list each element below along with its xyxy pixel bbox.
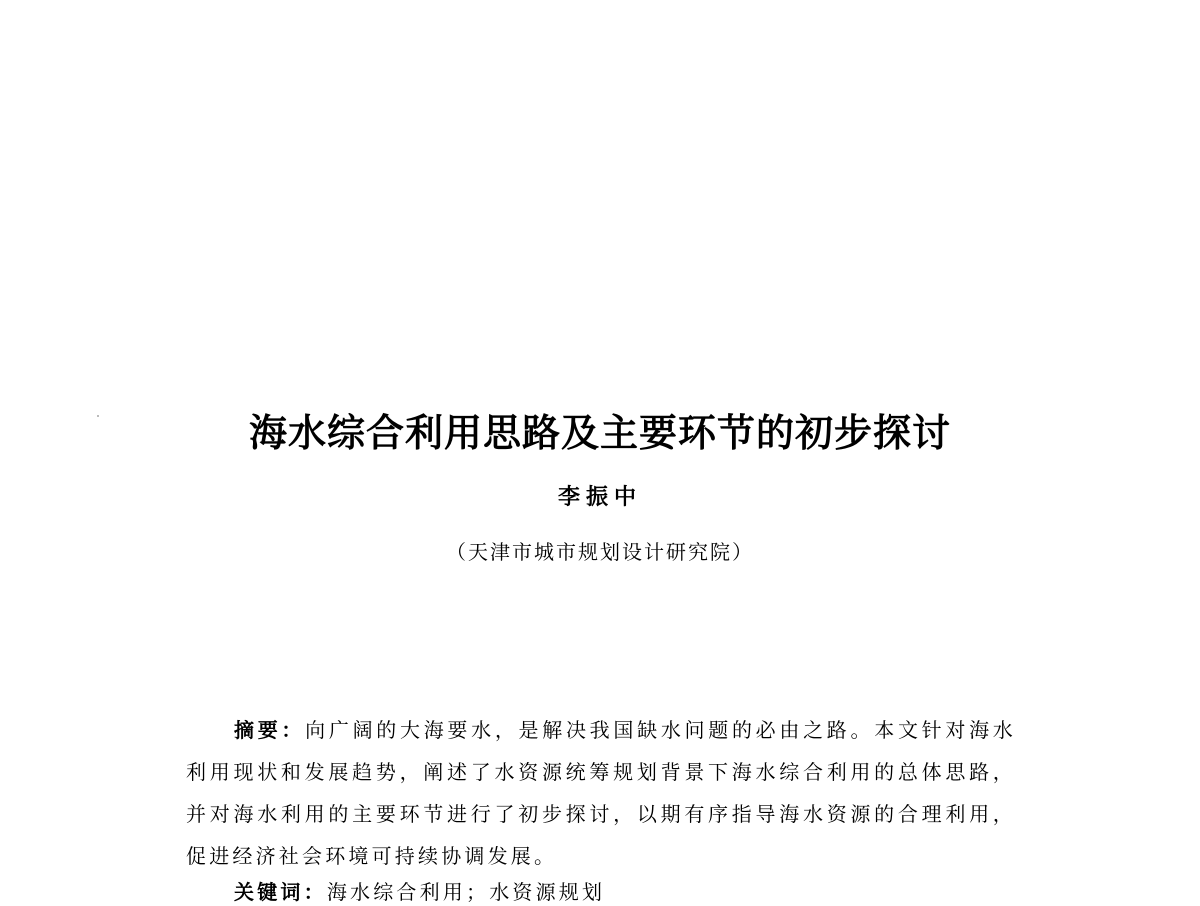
paper-title: 海水综合利用思路及主要环节的初步探讨 (248, 410, 951, 455)
keywords-line (234, 878, 605, 906)
keywords-text: 海水综合利用；水资源规划 (326, 880, 606, 904)
author-affiliation: （天津市城市规划设计研究院） (446, 540, 754, 564)
abstract-label: 摘要： (234, 718, 306, 742)
keywords-label: 关键词： (234, 880, 327, 904)
abstract-text: 向广阔的大海要水，是解决我国缺水问题的必由之路。本文针对海水利用现状和发展趋势，阐述了水资源统筹规划背景下海水综合利用的总体思路，并对海水利用的主要环节进行了初步探讨，以期有序指导海水资源的合理利用，促进经济社会环境可持续协调发展。 (186, 718, 1016, 868)
abstract-paragraph (186, 709, 1016, 877)
author-name: 李振中 (557, 484, 642, 510)
